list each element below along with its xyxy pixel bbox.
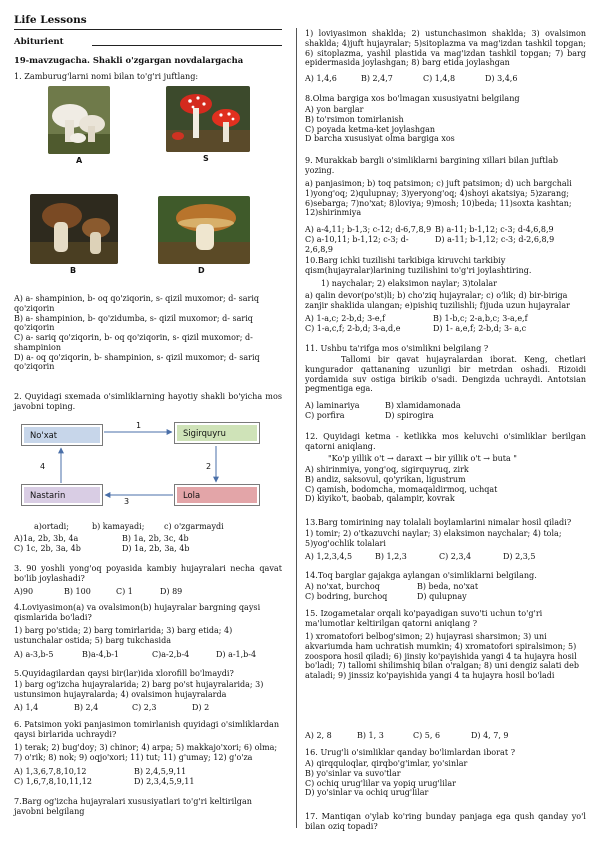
question-10-text: 10.Barg ichki tuzilishi tarkibiga kiruvchi tarkibiy qism(hujayralar)larining tuzilishini to'g'ri joylashtiring.: [305, 255, 532, 275]
question-3-option-b[interactable]: B) 100: [64, 587, 91, 596]
question-9-option-d[interactable]: D) a-11; b-1,12; c-3; d-2,6,8,9: [435, 234, 555, 244]
question-7-option-d[interactable]: D) 3,4,6: [485, 74, 518, 83]
question-7-option-a[interactable]: A) 1,4,6: [305, 74, 337, 83]
question-10-sub: 1) naychalar; 2) elaksimon naylar; 3)tolalar: [321, 279, 497, 288]
question-4-body: 1) barg po'stida; 2) barg tomirlarida; 3) barg etida; 4) ustunchalar ostida; 5) barg tukchasida: [14, 626, 233, 645]
question-16-option-c[interactable]: C) ochiq urug'lilar va yopiq urug'lilar: [305, 778, 456, 788]
question-2-legend: [34, 522, 282, 532]
question-12-option-a[interactable]: A) shirinmiya, yong'oq, sigirquyruq, zirk: [305, 465, 469, 474]
question-3-option-a[interactable]: A)90: [14, 587, 34, 596]
mushroom-label-a: A: [76, 156, 83, 165]
question-4-option-c[interactable]: C)a-2,b-4: [152, 650, 190, 659]
question-16-option-d[interactable]: D) yo'sinlar va ochiq urug'lilar: [305, 788, 429, 798]
question-4-option-b[interactable]: B)a-4,b-1: [82, 650, 120, 659]
question-9-body: a) panjasimon; b) toq patsimon; c) juft patsimon; d) uch bargchali 1)yong'oq; 2)qulupnay; 3)yeryong'oq; 4)shoyi akatsiya; 5)zarang; 6)sebarga; 7)no'xat; 8)loviya; 9)mosh; 10)beda; 11)soxta kashtan; 12)shirinmiya: [305, 179, 572, 218]
question-7-body: 1) loviyasimon shaklda; 2) ustunchasimon shaklda; 3) ovalsimon shaklda; 4)juft hujayralar; 5)sitoplazma va mag'izdan tashkil topgan; 6) sitoplazma, yashil plastida va mag'izdan tashkil topgan; 7) barg epidermasida joylashgan; 8) barg etida joylashgan: [305, 29, 586, 68]
question-10-body: a) qalin devor(po'st)li; b) cho'ziq hujayralar; c) o'lik; d) bir-biriga zanjir shaklida ulangan; e)pishiq tuzilishli; f)juda uzun hujayralar: [305, 291, 570, 310]
schema-arrows: [0, 0, 296, 520]
question-10-option-c[interactable]: C) 1-a,c,f; 2-b,d; 3-a,d,e: [305, 323, 401, 333]
question-15-option-d[interactable]: D) 4, 7, 9: [471, 731, 509, 740]
question-1-option-a[interactable]: A) a- shampinion, b- oq qo'ziqorin, s- qizil muxomor; d- sariq qo'ziqorin: [14, 294, 260, 313]
question-14-option-d[interactable]: D) qulupnay: [417, 591, 467, 601]
question-9-options: [305, 225, 586, 254]
question-13-option-a[interactable]: A) 1,2,3,4,5: [305, 552, 353, 561]
question-13-text: 13.Barg tomirining nay tolalali boylamlarini nimalar hosil qiladi?: [305, 517, 572, 527]
question-7-option-b[interactable]: B) 2,4,7: [361, 74, 393, 83]
abiturient-label: Abiturient: [14, 37, 64, 47]
question-2-option-a[interactable]: A)1a, 2b, 3b, 4a: [14, 534, 79, 543]
question-7-options: [305, 74, 586, 84]
question-8-option-c[interactable]: C) poyada ketma-ket joylashgan: [305, 124, 436, 134]
legend-b: b) kamayadi;: [92, 522, 145, 531]
question-3-options: [14, 587, 282, 597]
question-3-text: 3. 90 yoshli yong'oq poyasida kambiy hujayralari necha qavat bo'lib joylashadi?: [14, 563, 282, 583]
mushroom-label-s: S: [203, 154, 209, 163]
question-12-options: [305, 465, 586, 504]
question-6-body: 1) terak; 2) bug'doy; 3) chinor; 4) arpa; 5) makkajo'xori; 6) olma; 7) o'rik; 8) nok; 9) oqjo'xori; 11) tut; 11) g'umay; 12) g'o'za: [14, 743, 278, 762]
topic-heading: 19-mavzugacha. Shakli o'zgargan novdalargacha: [14, 55, 244, 65]
question-4-option-a[interactable]: A) a-3,b-5: [14, 650, 54, 659]
question-7-option-c[interactable]: C) 1,4,8: [423, 74, 456, 83]
question-9-option-c[interactable]: C) a-10,11; b-1,12; c-3; d-2,6,8,9: [305, 234, 409, 254]
question-6-text: 6. Patsimon yoki panjasimon tomirlanish quyidagi o'simliklardan qaysi birlarida uchraydi?: [14, 719, 280, 739]
question-15-body: 1) xromatofori belbog'simon; 2) hujayrasi sharsimon; 3) uni akvariumda ham uchratish mumkin; 4) xromatofori spiralsimon; 5) zoospora hosil qiladi; 6) jinsiy ko'payishida yangi 4 ta hujayra hosil bo'ladi; 7) tallomi shilimshiq bilan o'ralgan; 8) uni dengiz salati deb ataladi; 9) jinssiz ko'payishida yangi 4 ta hujayra hosil bo'ladi: [305, 632, 579, 680]
question-13-body: 1) tomir; 2) o'tkazuvchi naylar; 3) elaksimon naychalar; 4) tola; 5)yog'ochlik tolalari: [305, 529, 562, 548]
question-14-text: 14.Toq barglar gajakga aylangan o'simliklarni belgilang.: [305, 570, 537, 580]
question-8-option-d[interactable]: D barcha xususiyat olma bargiga xos: [305, 134, 455, 144]
question-5-option-d[interactable]: D) 2: [192, 703, 210, 712]
question-6-option-b[interactable]: B) 2,4,5,9,11: [134, 767, 187, 776]
question-2-options: [14, 534, 282, 554]
question-17-text: 17. Mantiqan o'ylab ko'ring bunday panjaga ega qush qanday yo'l bilan oziq topadi?: [305, 811, 586, 831]
mushroom-label-d: D: [198, 266, 205, 275]
question-3-option-d[interactable]: D) 89: [160, 587, 183, 596]
question-2-option-b[interactable]: B) 1a, 2b, 3c, 4b: [122, 534, 189, 543]
arrow-label-1: 1: [136, 421, 142, 430]
question-5-options: [14, 703, 282, 713]
legend-a: a)ortadi;: [34, 522, 69, 531]
question-15-options: [305, 731, 586, 741]
question-8-option-a[interactable]: A) yon barglar: [305, 105, 364, 114]
question-9-option-a[interactable]: A) a-4,11; b-1,3; c-12; d-6,7,8,9: [305, 225, 432, 234]
question-4-options: [14, 650, 282, 660]
question-12-text: 12. Quyidagi ketma - ketlikka mos keluvchi o'simliklar berilgan qatorni aniqlang.: [305, 431, 586, 451]
question-14-option-a[interactable]: A) no'xat, burchoq: [305, 582, 380, 591]
schema-node-lola: Lola: [174, 484, 260, 506]
question-12-option-d[interactable]: D) kiyiko't, baobab, qalampir, kovrak: [305, 494, 455, 504]
question-12-option-c[interactable]: C) qamish, bodomcha, momaqaldirmoq, uchqat: [305, 484, 498, 494]
question-15-option-c[interactable]: C) 5, 6: [413, 731, 441, 740]
question-11-option-b[interactable]: B) xlamidamonada: [385, 401, 461, 410]
question-14-option-c[interactable]: C) bodring, burchoq: [305, 591, 388, 601]
question-4-option-d[interactable]: D) a-1,b-4: [216, 650, 257, 659]
question-2-option-c[interactable]: C) 1c, 2b, 3a, 4b: [14, 543, 81, 553]
question-3-option-c[interactable]: C) 1: [116, 587, 133, 596]
question-10-option-a[interactable]: A) 1-a,c; 2-b,d; 3-e,f: [305, 314, 386, 323]
question-9-text: 9. Murakkab bargli o'simliklarni bargining xillari bilan juftlab yozing.: [305, 155, 559, 175]
question-6-option-a[interactable]: A) 1,3,6,7,8,10,12: [14, 767, 87, 776]
schema-node-sigirquyru: Sigirquyru: [174, 422, 260, 444]
question-5-option-a[interactable]: A) 1,4: [14, 703, 39, 712]
question-16-option-b[interactable]: B) yo'sinlar va suvo'tlar: [305, 768, 401, 778]
question-15-option-b[interactable]: B) 1, 3: [357, 731, 384, 740]
question-1-text: 1. Zamburug'larni nomi bilan to'g'ri juftlang:: [14, 71, 199, 81]
column-divider: [296, 28, 297, 828]
question-11-options: [305, 401, 586, 421]
question-12-sequence: "Ko'p yillik o't → daraxt → bir yillik o't → buta ": [328, 454, 517, 463]
question-8-option-b[interactable]: B) to'rsimon tomirlanish: [305, 114, 404, 124]
page-title: Life Lessons: [14, 14, 87, 26]
question-14-option-b[interactable]: B) beda, no'xat: [417, 582, 479, 591]
question-6-option-c[interactable]: C) 1,6,7,8,10,11,12: [14, 776, 92, 786]
question-13-option-c[interactable]: C) 2,3,4: [439, 552, 472, 561]
question-11-option-d[interactable]: D) spirogira: [385, 410, 434, 420]
question-13-option-b[interactable]: B) 1,2,3: [375, 552, 407, 561]
question-16-option-a[interactable]: A) qirqquloqlar, qirqbo'g'imlar, yo'sinlar: [305, 759, 468, 768]
question-5-option-c[interactable]: C) 2,3: [132, 703, 157, 712]
question-5-body: 1) barg og'izcha hujayralarida; 2) barg po'st hujayralarida; 3) ustunsimon hujayralarda; 4) ovalsimon hujayralarda: [14, 680, 264, 699]
question-5-option-b[interactable]: B) 2,4: [74, 703, 99, 712]
question-6-options: [14, 767, 282, 787]
question-10-option-d[interactable]: D) 1- a,e,f; 2-b,d; 3- a,c: [433, 323, 527, 333]
question-5-text: 5.Quyidagilardan qaysi bir(lar)ida xlorofill bo'lmaydi?: [14, 668, 234, 678]
arrow-label-3: 3: [124, 497, 130, 506]
question-6-option-d[interactable]: D) 2,3,4,5,9,11: [134, 776, 195, 786]
question-16-text: 16. Urug'li o'simliklar qanday bo'limlardan iborat ?: [305, 747, 516, 757]
question-13-options: [305, 552, 586, 562]
question-10-options: [305, 314, 586, 334]
question-8-options: [305, 105, 586, 144]
question-12-option-b[interactable]: B) andiz, saksovul, qo'yrikan, ligustrum: [305, 474, 466, 484]
question-11-body: Tallomi bir qavat hujayralardan iborat. Keng, chetlari kungurador qattananing uzunligi bir metrdan oshadi. Rizoidi yordamida suv ostiga birikib o'sadi. Dengizda uchraydi. Antotsian pegmentiga ega.: [305, 355, 586, 394]
question-11-text: 11. Ushbu ta'rifga mos o'simlikni belgilang ?: [305, 343, 489, 353]
question-10-option-b[interactable]: B) 1-b,c; 2-a,b,c; 3-a,e,f: [433, 314, 528, 323]
arrow-label-2: 2: [206, 462, 212, 471]
question-7-text: 7.Barg og'izcha hujayralari xususiyatlari to'g'ri keltirilgan javobni belgilang: [14, 796, 253, 816]
question-2-option-d[interactable]: D) 1a, 2b, 3a, 4b: [122, 543, 190, 553]
question-11-option-c[interactable]: C) porfira: [305, 410, 345, 420]
arrow-label-4: 4: [40, 462, 46, 471]
question-1-option-b[interactable]: B) a- shampinion, b- qo'zidumba, s- qizil muxomor; d- sariq qo'ziqorin: [14, 313, 253, 333]
question-14-options: [305, 582, 586, 602]
legend-c: c) o'zgarmaydi: [164, 522, 224, 531]
question-15-option-a[interactable]: A) 2, 8: [305, 731, 332, 740]
schema-node-nastarin: Nastarin: [21, 484, 103, 506]
schema-node-noxat: No'xat: [21, 424, 103, 446]
mushroom-label-b: B: [70, 266, 77, 275]
question-1-option-c[interactable]: C) a- sariq qo'ziqorin, b- oq qo'ziqorin, s- qizil muxomor; d- shampinion: [14, 333, 253, 352]
question-2-text: 2. Quyidagi sxemada o'simliklarning hayotiy shakli bo'yicha mos javobni toping.: [14, 391, 282, 411]
question-1-option-d[interactable]: D) a- oq qo'ziqorin, b- shampinion, s- qizil muxomor; d- sariq qo'ziqorin: [14, 352, 260, 372]
question-11-option-a[interactable]: A) laminariya: [305, 401, 360, 410]
question-16-options: [305, 759, 586, 798]
question-4-text: 4.Loviyasimon(a) va ovalsimon(b) hujayralar bargning qaysi qismlarida bo'ladi?: [14, 602, 261, 622]
question-9-option-b[interactable]: B) a-11; b-1,12; c-3; d-4,6,8,9: [435, 225, 554, 234]
question-8-text: 8.Olma bargiga xos bo'lmagan xususiyatni belgilang: [305, 93, 520, 103]
question-13-option-d[interactable]: D) 2,3,5: [503, 552, 536, 561]
question-15-text: 15. Izogametalar orqali ko'payadigan suvo'ti uchun to'g'ri ma'lumotlar keltirilgan qatorni aniqlang ?: [305, 608, 543, 628]
